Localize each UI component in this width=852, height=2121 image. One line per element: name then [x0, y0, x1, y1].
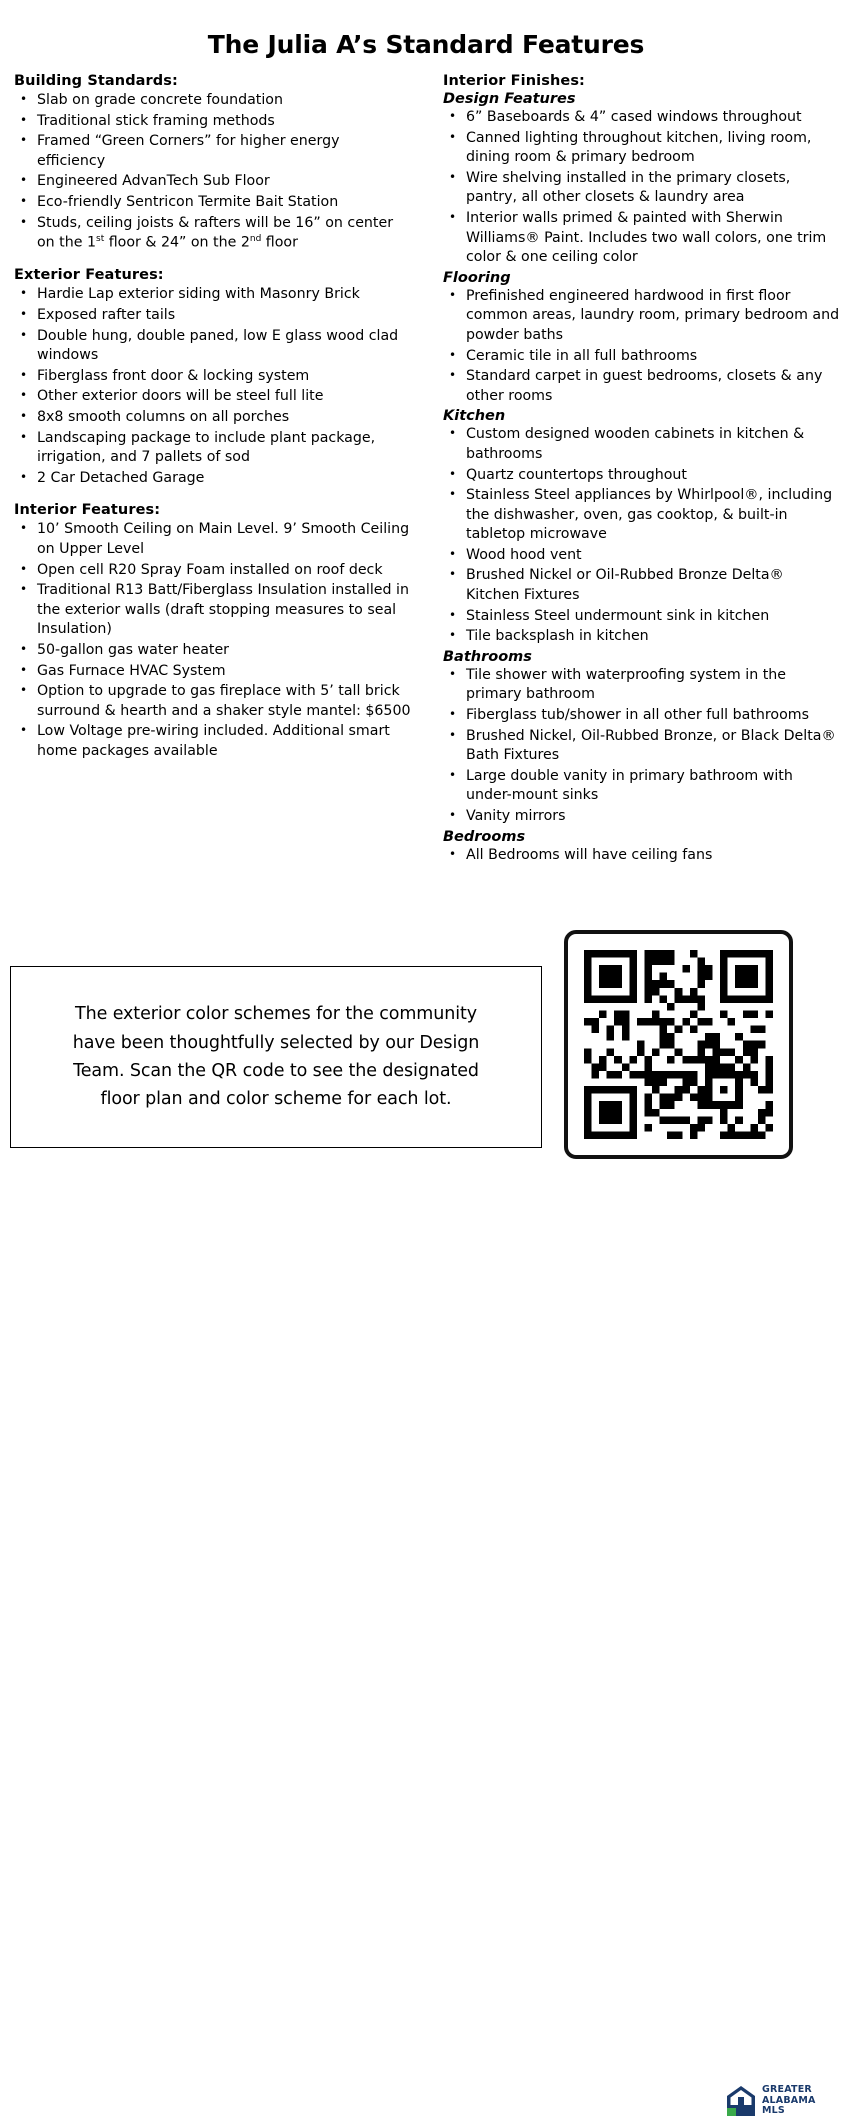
right-column	[433, 73, 840, 866]
list-item: • Framed “Green Corners” for higher energy efficiency	[14, 132, 411, 171]
page-title: The Julia A’s Standard Features	[207, 30, 645, 59]
section-heading: Building Standards:	[14, 73, 178, 89]
interior-features-list	[14, 520, 411, 761]
list-item: • Fiberglass front door & locking system	[14, 367, 411, 387]
logo-line-3: MLS	[762, 2105, 785, 2117]
section-heading: Exterior Features:	[14, 267, 164, 284]
bathrooms-list	[443, 666, 840, 827]
qr-code-icon[interactable]	[564, 930, 793, 1159]
list-item: • Double hung, double paned, low E glass wood clad windows	[14, 327, 411, 366]
left-column	[12, 73, 411, 776]
list-item: • Slab on grade concrete foundation	[14, 91, 411, 111]
list-item: • Studs, ceiling joists & rafters will be 16” on center on the 1st floor & 24” on the 2nd floor	[14, 214, 411, 254]
section-heading: Interior Features:	[14, 502, 161, 519]
list-item: • Open cell R20 Spray Foam installed on roof deck	[14, 561, 411, 581]
list-item: • Fiberglass tub/shower in all other full bathrooms	[443, 706, 840, 726]
bedrooms-list	[443, 846, 840, 866]
note-line: The exterior color schemes for the community	[74, 1004, 477, 1025]
logo-line-1: GREATER	[762, 2084, 812, 2096]
list-item: • Other exterior doors will be steel full lite	[14, 387, 411, 407]
list-item: • 6” Baseboards & 4” cased windows throughout	[443, 108, 840, 128]
list-item: • 2 Car Detached Garage	[14, 469, 411, 489]
flooring-list	[443, 287, 840, 407]
subsection-bathrooms	[443, 649, 840, 827]
list-item: • Stainless Steel appliances by Whirlpool®, including the dishwasher, oven, gas cooktop, & built-in tabletop microwave	[443, 486, 840, 545]
list-item: • Vanity mirrors	[443, 807, 840, 827]
house-logo-icon	[726, 2085, 756, 2117]
list-item: • Tile shower with waterproofing system in the primary bathroom	[443, 666, 840, 705]
section-interior-features	[14, 502, 411, 761]
list-item: • Exposed rafter tails	[14, 306, 411, 326]
list-item: • Traditional R13 Batt/Fiberglass Insulation installed in the exterior walls (draft stopping measures to seal Insulation)	[14, 581, 411, 640]
note-line: have been thoughtfully selected by our Design	[72, 1032, 480, 1053]
list-item: • Gas Furnace HVAC System	[14, 662, 411, 682]
list-item: • Option to upgrade to gas fireplace with 5’ tall brick surround & hearth and a shaker style mantel: $6500	[14, 682, 411, 721]
subsection-heading: Bedrooms	[443, 828, 526, 845]
list-item: • Engineered AdvanTech Sub Floor	[14, 172, 411, 192]
list-item: • Wire shelving installed in the primary closets, pantry, all other closets & laundry area	[443, 169, 840, 208]
list-item: • Stainless Steel undermount sink in kitchen	[443, 607, 840, 627]
list-item: • Ceramic tile in all full bathrooms	[443, 347, 840, 367]
design-features-list	[443, 108, 840, 268]
color-scheme-note-box	[10, 966, 542, 1148]
note-line: floor plan and color scheme for each lot.	[100, 1089, 452, 1110]
qr-code-canvas	[584, 950, 773, 1139]
list-item: • Tile backsplash in kitchen	[443, 627, 840, 647]
list-item: • Brushed Nickel, Oil-Rubbed Bronze, or Black Delta® Bath Fixtures	[443, 727, 840, 766]
subsection-kitchen	[443, 408, 840, 647]
list-item: • Large double vanity in primary bathroom with under-mount sinks	[443, 767, 840, 806]
list-item: • Traditional stick framing methods	[14, 112, 411, 132]
subsection-design-features	[443, 91, 840, 268]
section-exterior-features	[14, 267, 411, 488]
section-heading-interior-finishes: Interior Finishes:	[443, 73, 585, 89]
list-item: • Brushed Nickel or Oil-Rubbed Bronze Delta® Kitchen Fixtures	[443, 566, 840, 605]
building-standards-list	[14, 91, 411, 253]
list-item: • Quartz countertops throughout	[443, 466, 840, 486]
exterior-features-list	[14, 285, 411, 488]
section-building-standards	[14, 73, 411, 253]
kitchen-list	[443, 425, 840, 647]
list-item: • Eco-friendly Sentricon Termite Bait Station	[14, 193, 411, 213]
list-item: • Canned lighting throughout kitchen, living room, dining room & primary bedroom	[443, 129, 840, 168]
list-item: • 10’ Smooth Ceiling on Main Level. 9’ Smooth Ceiling on Upper Level	[14, 520, 411, 559]
logo-text	[762, 2085, 816, 2117]
list-item: • Hardie Lap exterior siding with Masonry Brick	[14, 285, 411, 305]
list-item: • Wood hood vent	[443, 546, 840, 566]
list-item: • 8x8 smooth columns on all porches	[14, 408, 411, 428]
subsection-heading: Design Features	[443, 91, 576, 107]
list-item: • Landscaping package to include plant package, irrigation, and 7 pallets of sod	[14, 429, 411, 468]
list-item: • Interior walls primed & painted with Sherwin Williams® Paint. Includes two wall colors, one trim color & one ceiling color	[443, 209, 840, 268]
greater-alabama-mls-logo	[726, 2085, 816, 2117]
footer-area	[0, 930, 852, 2117]
subsection-flooring	[443, 270, 840, 407]
subsection-heading: Kitchen	[443, 408, 506, 425]
list-item: • Prefinished engineered hardwood in first floor common areas, laundry room, primary bedroom and powder baths	[443, 287, 840, 346]
note-line: Team. Scan the QR code to see the designated	[73, 1061, 479, 1081]
subsection-heading: Flooring	[443, 269, 511, 286]
list-item: • Custom designed wooden cabinets in kitchen & bathrooms	[443, 425, 840, 464]
list-item: • All Bedrooms will have ceiling fans	[443, 846, 840, 866]
logo-line-2: ALABAMA	[762, 2094, 816, 2106]
subsection-bedrooms	[443, 829, 840, 866]
list-item: • 50-gallon gas water heater	[14, 641, 411, 661]
features-columns	[12, 73, 840, 866]
list-item: • Low Voltage pre-wiring included. Additional smart home packages available	[14, 722, 411, 761]
list-item: • Standard carpet in guest bedrooms, closets & any other rooms	[443, 367, 840, 406]
subsection-heading: Bathrooms	[443, 648, 532, 665]
